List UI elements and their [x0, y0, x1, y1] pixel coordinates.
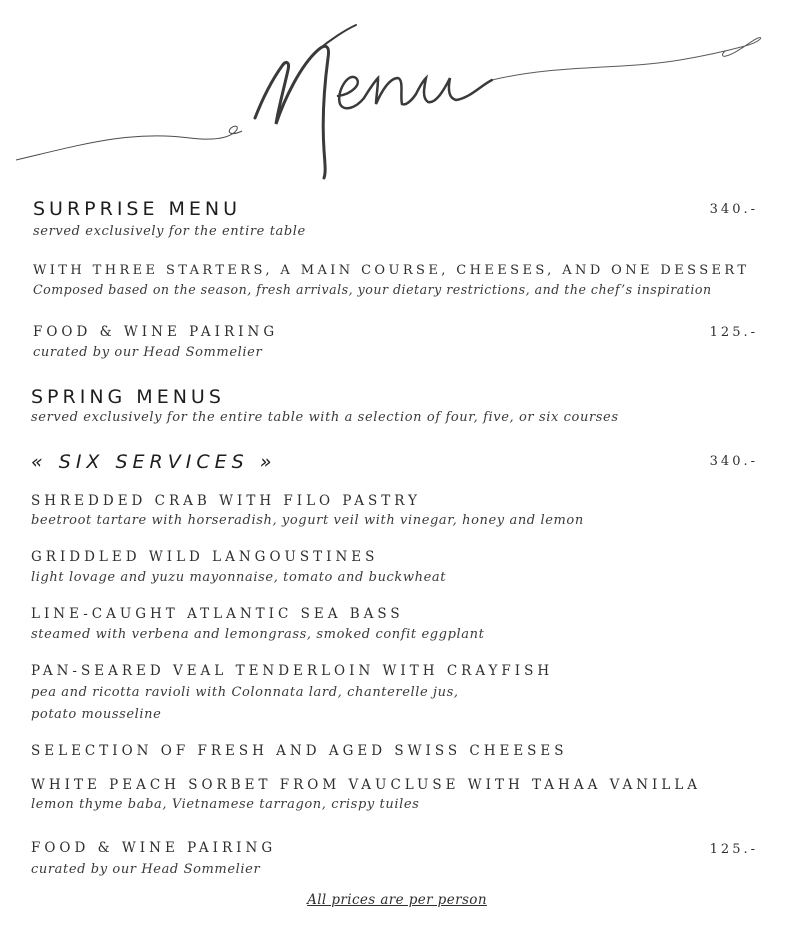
six-services-title: « SIX SERVICES »	[31, 451, 277, 473]
dish-name: SHREDDED CRAB WITH FILO PASTRY	[31, 493, 421, 509]
dish-desc: beetroot tartare with horseradish, yogurt veil with vinegar, honey and lemon	[31, 513, 584, 528]
spring-pairing-desc: curated by our Head Sommelier	[31, 862, 261, 877]
dish-desc-continued: potato mousseline	[31, 707, 162, 722]
script-letter-m	[255, 46, 329, 178]
surprise-menu-price: 340.-	[709, 202, 758, 217]
script-letter-e	[338, 77, 364, 108]
surprise-courses: WITH THREE STARTERS, A MAIN COURSE, CHEESES, AND ONE DESSERT	[33, 263, 750, 278]
script-letter-u	[416, 78, 492, 102]
left-flourish	[16, 126, 242, 160]
surprise-pairing-title: FOOD & WINE PAIRING	[33, 324, 279, 340]
dish-name: SELECTION OF FRESH AND AGED SWISS CHEESES	[31, 743, 568, 759]
dish-name: GRIDDLED WILD LANGOUSTINES	[31, 549, 379, 565]
surprise-menu-subtitle: served exclusively for the entire table	[33, 224, 306, 239]
prices-note: All prices are per person	[307, 892, 487, 908]
dish-name: PAN-SEARED VEAL TENDERLOIN WITH CRAYFISH	[31, 663, 554, 679]
surprise-menu-title: SURPRISE MENU	[33, 198, 242, 220]
dish-desc: steamed with verbena and lemongrass, smoked confit eggplant	[31, 627, 485, 642]
script-letter-n	[364, 78, 416, 104]
spring-menus-title: SPRING MENUS	[31, 386, 225, 408]
surprise-pairing-desc: curated by our Head Sommelier	[33, 345, 263, 360]
spring-pairing-title: FOOD & WINE PAIRING	[31, 840, 277, 856]
spring-pairing-price: 125.-	[709, 842, 758, 857]
menu-header-art	[0, 0, 794, 190]
six-services-price: 340.-	[709, 454, 758, 469]
menu-script-logo	[0, 0, 794, 190]
dish-desc: light lovage and yuzu mayonnaise, tomato and buckwheat	[31, 570, 447, 585]
dish-desc: lemon thyme baba, Vietnamese tarragon, crispy tuiles	[31, 797, 420, 812]
surprise-pairing-price: 125.-	[709, 325, 758, 340]
dish-desc: pea and ricotta ravioli with Colonnata lard, chanterelle jus,	[31, 685, 459, 700]
dish-name: LINE-CAUGHT ATLANTIC SEA BASS	[31, 606, 404, 622]
surprise-courses-desc: Composed based on the season, fresh arrivals, your dietary restrictions, and the chef’s inspiration	[33, 282, 712, 297]
spring-menus-subtitle: served exclusively for the entire table with a selection of four, five, or six courses	[31, 410, 619, 425]
right-flourish	[492, 38, 761, 80]
dish-name: WHITE PEACH SORBET FROM VAUCLUSE WITH TAHAA VANILLA	[31, 777, 702, 793]
